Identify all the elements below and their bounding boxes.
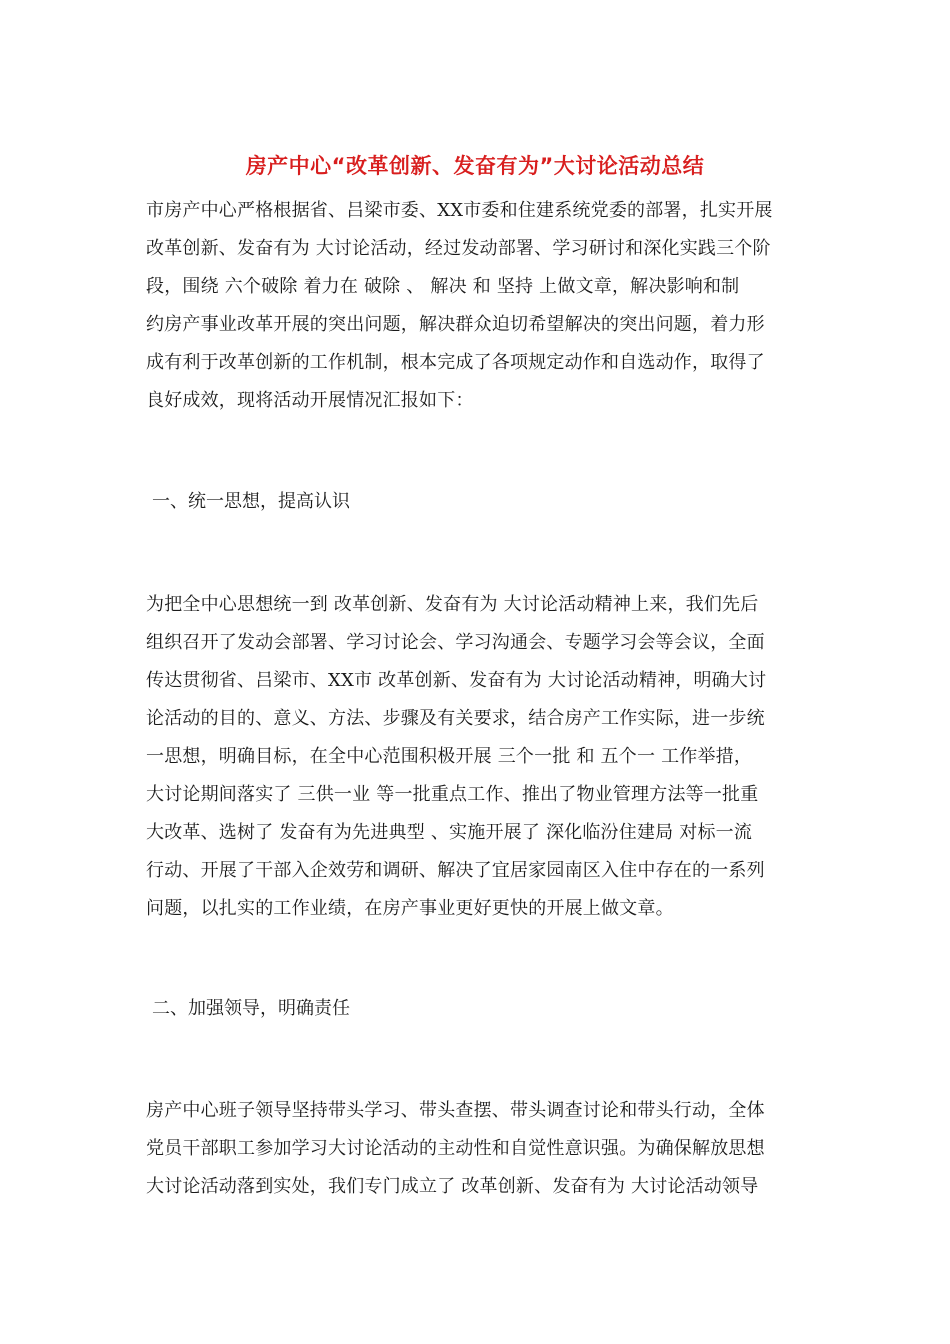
section-1-heading: 一、统一思想，提高认识: [152, 491, 350, 512]
section-2-heading: 二、加强领导，明确责任: [152, 998, 350, 1019]
section-2-line: 党员干部职工参加学习大讨论活动的主动性和自觉性意识强。为确保解放思想: [146, 1138, 765, 1159]
section-2-line: 大讨论活动落到实处，我们专门成立了 改革创新、发奋有为 大讨论活动领导: [146, 1176, 759, 1197]
intro-line: 市房产中心严格根据省、吕梁市委、XX市委和住建系统党委的部署，扎实开展: [146, 200, 773, 221]
section-1-line: 大改革、选树了 发奋有为先进典型 、实施开展了 深化临汾住建局 对标一流: [146, 822, 753, 843]
section-1-line: 组织召开了发动会部署、学习讨论会、学习沟通会、专题学习会等会议，全面: [146, 632, 765, 653]
intro-line: 良好成效，现将活动开展情况汇报如下：: [146, 390, 474, 411]
section-1-line: 大讨论期间落实了 三供一业 等一批重点工作、推出了物业管理方法等一批重: [146, 784, 759, 805]
intro-line: 约房产事业改革开展的突出问题，解决群众迫切希望解决的突出问题，着力形: [146, 314, 765, 335]
document-title: 房产中心“改革创新、发奋有为”大讨论活动总结: [245, 154, 705, 178]
section-1-line: 一思想，明确目标，在全中心范围积极开展 三个一批 和 五个一 工作举措，: [146, 746, 753, 767]
section-1-line: 传达贯彻省、吕梁市、XX市 改革创新、发奋有为 大讨论活动精神，明确大讨: [146, 670, 767, 691]
section-1-line: 行动、开展了干部入企效劳和调研、解决了宜居家园南区入住中存在的一系列: [146, 860, 765, 881]
section-1-line: 论活动的目的、意义、方法、步骤及有关要求，结合房产工作实际，进一步统: [146, 708, 765, 729]
section-1-line: 为把全中心思想统一到 改革创新、发奋有为 大讨论活动精神上来，我们先后: [146, 594, 759, 615]
intro-line: 段，围绕 六个破除 着力在 破除 、 解决 和 坚持 上做文章，解决影响和制: [146, 276, 740, 297]
section-1-line: 问题，以扎实的工作业绩，在房产事业更好更快的开展上做文章。: [146, 898, 674, 919]
intro-line: 成有利于改革创新的工作机制，根本完成了各项规定动作和自选动作，取得了: [146, 352, 765, 373]
section-2-line: 房产中心班子领导坚持带头学习、带头查摆、带头调查讨论和带头行动，全体: [146, 1100, 765, 1121]
intro-line: 改革创新、发奋有为 大讨论活动，经过发动部署、学习研讨和深化实践三个阶: [146, 238, 771, 259]
